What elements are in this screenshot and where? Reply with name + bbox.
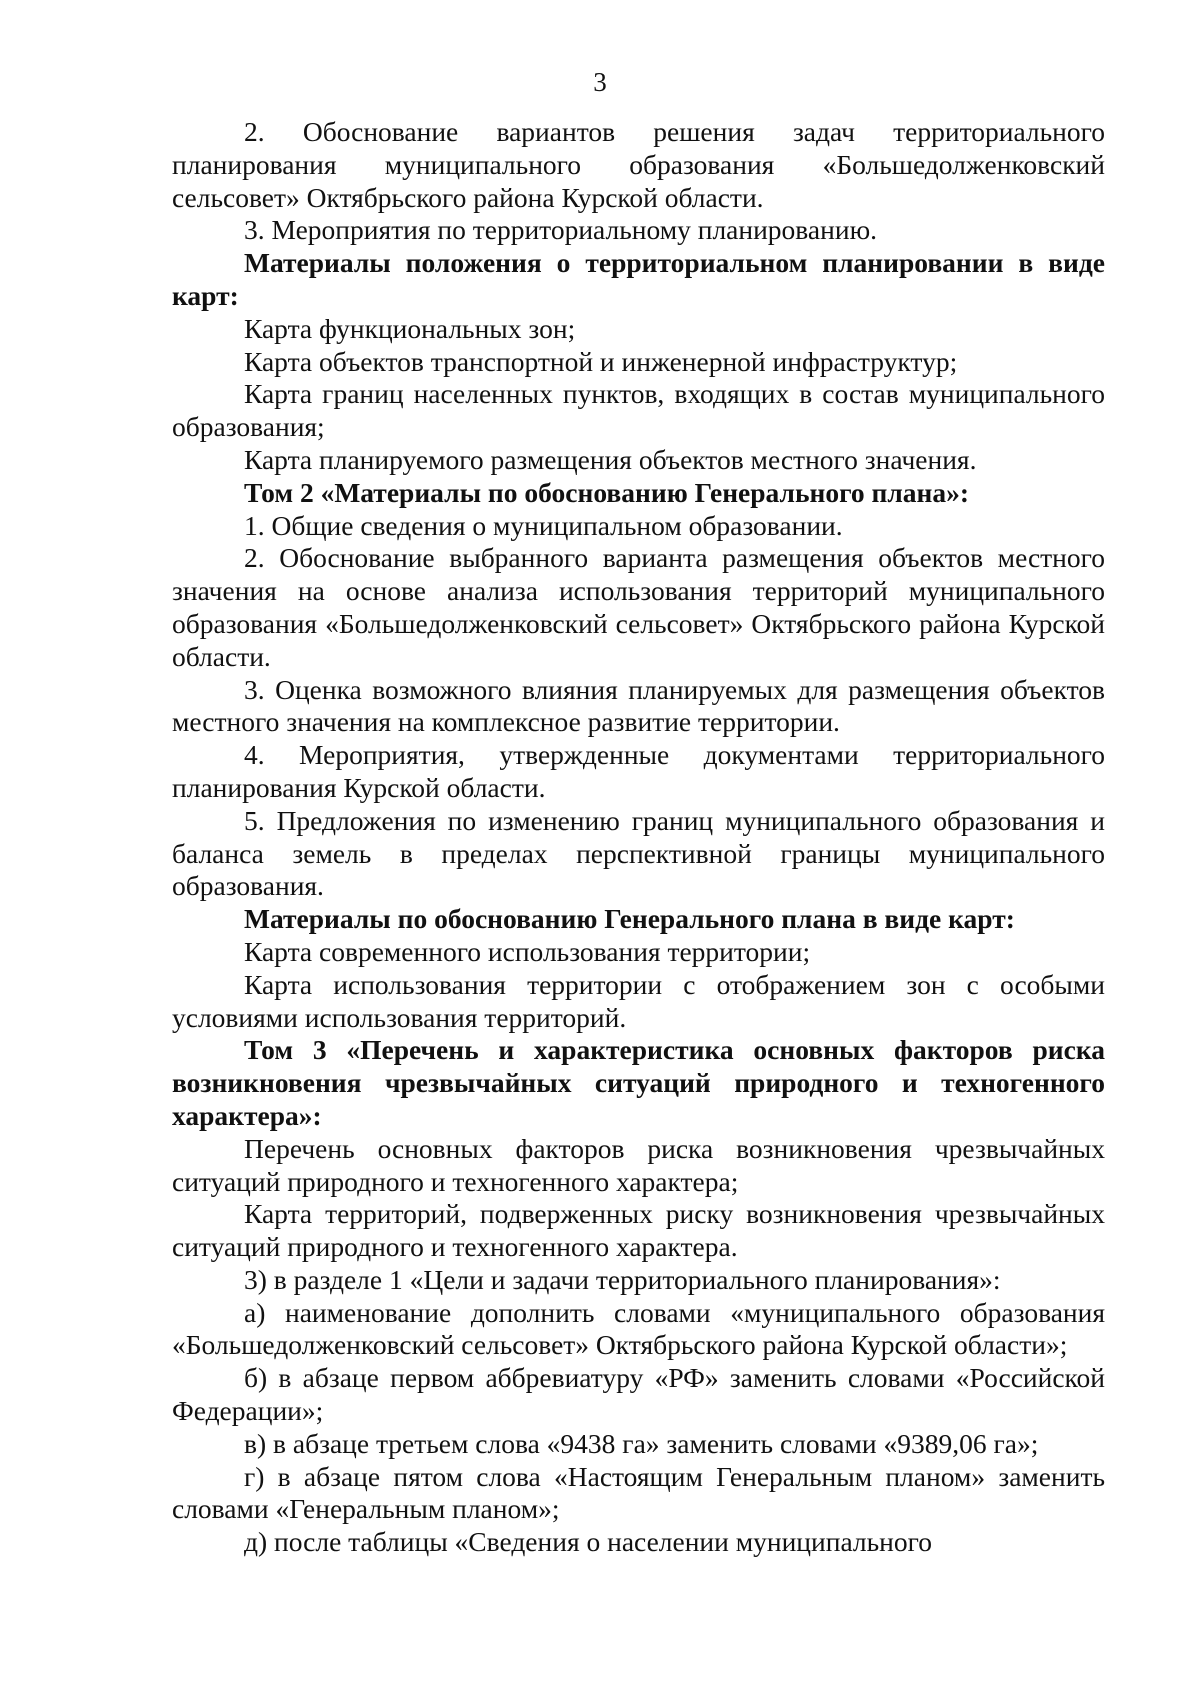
paragraph: б) в абзаце первом аббревиатуру «РФ» заменить словами «Российской Федерации»; xyxy=(172,1362,1105,1427)
section-heading: Материалы положения о территориальном планировании в виде карт: xyxy=(172,247,1105,311)
paragraph: г) в абзаце пятом слова «Настоящим Генеральным планом» заменить словами «Генеральным планом»; xyxy=(172,1460,1105,1525)
list-item: Карта использования территории с отображением зон с особыми условиями использования территорий. xyxy=(172,968,1105,1033)
paragraph: 3. Оценка возможного влияния планируемых для размещения объектов местного значения на комплексное развитие территории. xyxy=(172,673,1105,738)
paragraph: 3) в разделе 1 «Цели и задачи территориального планирования»: xyxy=(244,1263,1001,1295)
document-body xyxy=(172,116,1105,1559)
paragraph: 1. Общие сведения о муниципальном образовании. xyxy=(244,509,843,541)
list-item: Карта территорий, подверженных риску возникновения чрезвычайных ситуаций природного и техногенного характера. xyxy=(172,1198,1105,1263)
section-heading: Материалы по обоснованию Генерального плана в виде карт: xyxy=(244,903,1015,935)
paragraph: 5. Предложения по изменению границ муниципального образования и баланса земель в пределах перспективной границы муниципального образования. xyxy=(172,804,1105,902)
list-item: Карта функциональных зон; xyxy=(244,312,576,344)
paragraph: 4. Мероприятия, утвержденные документами территориального планирования Курской области. xyxy=(172,739,1105,803)
paragraph: д) после таблицы «Сведения о населении муниципального xyxy=(244,1526,932,1558)
section-heading: Том 3 «Перечень и характеристика основных факторов риска возникновения чрезвычайных ситуаций природного и техногенного характера»: xyxy=(172,1034,1105,1131)
paragraph: а) наименование дополнить словами «муниципального образования «Большедолженковский сельсовет» Октябрьского района Курской области»; xyxy=(172,1296,1105,1361)
list-item: Карта современного использования территории; xyxy=(244,935,811,967)
page-number: 3 xyxy=(593,67,607,97)
list-item: Карта объектов транспортной и инженерной инфраструктур; xyxy=(244,345,958,377)
paragraph: 2. Обоснование выбранного варианта размещения объектов местного значения на основе анализа использования территорий муниципального образования «Большедолженковский сельсовет» Октябрьского района Курской области. xyxy=(172,542,1105,672)
paragraph: в) в абзаце третьем слова «9438 га» заменить словами «9389,06 га»; xyxy=(244,1427,1039,1459)
list-item: Карта планируемого размещения объектов местного значения. xyxy=(244,443,977,475)
paragraph: 2. Обоснование вариантов решения задач территориального планирования муниципального образования «Большедолженковский сельсовет» Октябрьского района Курской области. xyxy=(172,116,1105,213)
paragraph: 3. Мероприятия по территориальному планированию. xyxy=(244,214,877,246)
list-item: Перечень основных факторов риска возникновения чрезвычайных ситуаций природного и техногенного характера; xyxy=(172,1132,1105,1197)
list-item: Карта границ населенных пунктов, входящих в состав муниципального образования; xyxy=(172,378,1105,443)
section-heading: Том 2 «Материалы по обоснованию Генерального плана»: xyxy=(244,476,970,508)
